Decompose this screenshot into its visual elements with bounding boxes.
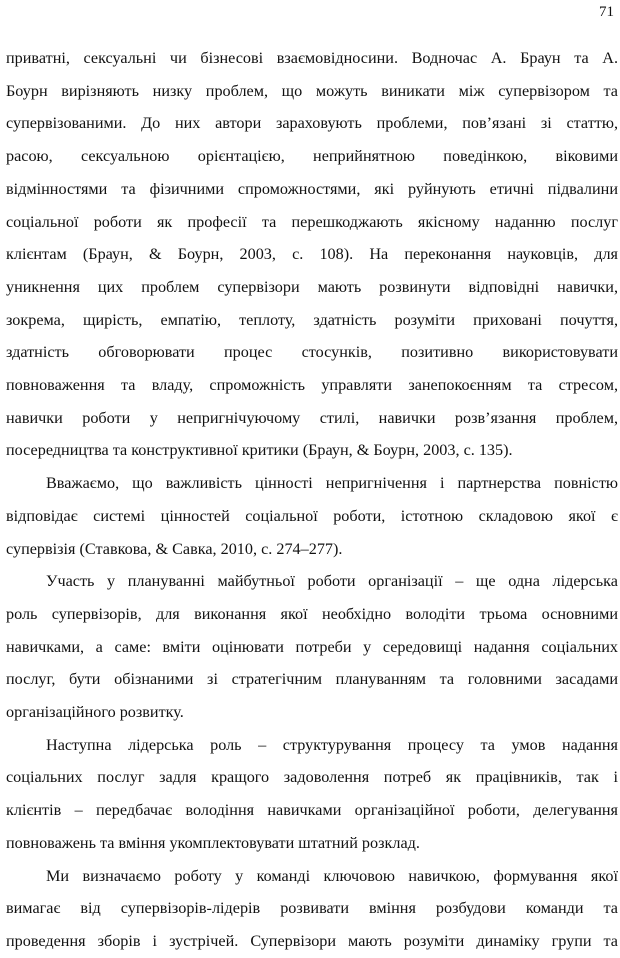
- text-line: Ми визначаємо роботу у команді ключовою навичкою, формування якої: [46, 866, 618, 885]
- page-body: [6, 42, 618, 958]
- text-line: відповідає системі цінностей соціальної роботи, істотною складовою якої є: [6, 506, 618, 525]
- text-line: соціальних послуг задля кращого задоволення потреб як працівників, так і: [6, 768, 618, 787]
- text-line: навички роботи у непригнічуючому стилі, навички розв’язання проблем,: [6, 408, 618, 427]
- text-line: здатність обговорювати процес стосунків, позитивно використовувати: [6, 343, 618, 362]
- text-line: Наступна лідерська роль – структурування процесу та умов надання: [46, 735, 618, 754]
- text-line: Вважаємо, що важливість цінності непригнічення і партнерства повністю: [46, 474, 618, 493]
- text-line: посередництва та конструктивної критики (Браун, & Боурн, 2003, с. 135).: [6, 441, 513, 460]
- text-line: клієнтів – передбачає володіння навичками організаційної роботи, делегування: [6, 801, 618, 820]
- text-line: уникнення цих проблем супервізори мають розвинути відповідні навички,: [6, 277, 618, 296]
- text-line: проведення зборів і зустрічей. Супервізори мають розуміти динаміку групи та: [6, 931, 618, 950]
- text-line: вимагає від супервізорів-лідерів розвивати вміння розбудови команди та: [6, 899, 618, 918]
- text-line: супервізованими. До них автори зараховують проблеми, пов’язані зі статтю,: [6, 114, 618, 133]
- paragraph-planning-role: [6, 565, 618, 729]
- text-line: Боурн вирізняють низку проблем, що можуть виникати між супервізором та: [6, 81, 618, 100]
- text-line: навичками, а саме: вміти оцінювати потреби у середовищі надання соціальних: [6, 637, 618, 656]
- paragraph-structuring-role: [6, 729, 618, 860]
- paragraph-non-oppression-values: [6, 467, 618, 565]
- text-line: повноваження та владу, спроможність управляти занепокоєнням та стресом,: [6, 376, 618, 395]
- text-line: расою, сексуальною орієнтацією, неприйнятною поведінкою, віковими: [6, 147, 618, 166]
- text-line: приватні, сексуальні чи бізнесові взаємовідносини. Водночас А. Браун та А.: [6, 49, 618, 67]
- page-number: 71: [599, 4, 614, 20]
- text-line: зокрема, щирість, емпатію, теплоту, здатність розуміти приховані почуття,: [6, 310, 618, 329]
- text-line: повноважень та вміння укомплектовувати штатний розклад.: [6, 833, 420, 852]
- text-line: відмінностями та фізичними спроможностями, які руйнують етичні підвалини: [6, 179, 618, 198]
- text-line: роль супервізорів, для виконання якої необхідно володіти трьома основними: [6, 604, 618, 623]
- text-line: Участь у плануванні майбутньої роботи організації – ще одна лідерська: [46, 572, 618, 591]
- paragraph-teamwork: [6, 860, 618, 958]
- text-line: соціальної роботи як професії та перешкоджають якісному наданню послуг: [6, 212, 618, 231]
- paragraph-supervision-problems: [6, 42, 618, 467]
- text-line: клієнтам (Браун, & Боурн, 2003, с. 108). На переконання науковців, для: [6, 245, 618, 264]
- text-line: організаційного розвитку.: [6, 703, 184, 722]
- text-line: послуг, бути обізнаними зі стратегічним плануванням та головними засадами: [6, 670, 618, 689]
- text-line: супервізія (Ставкова, & Савка, 2010, с. 274–277).: [6, 539, 343, 558]
